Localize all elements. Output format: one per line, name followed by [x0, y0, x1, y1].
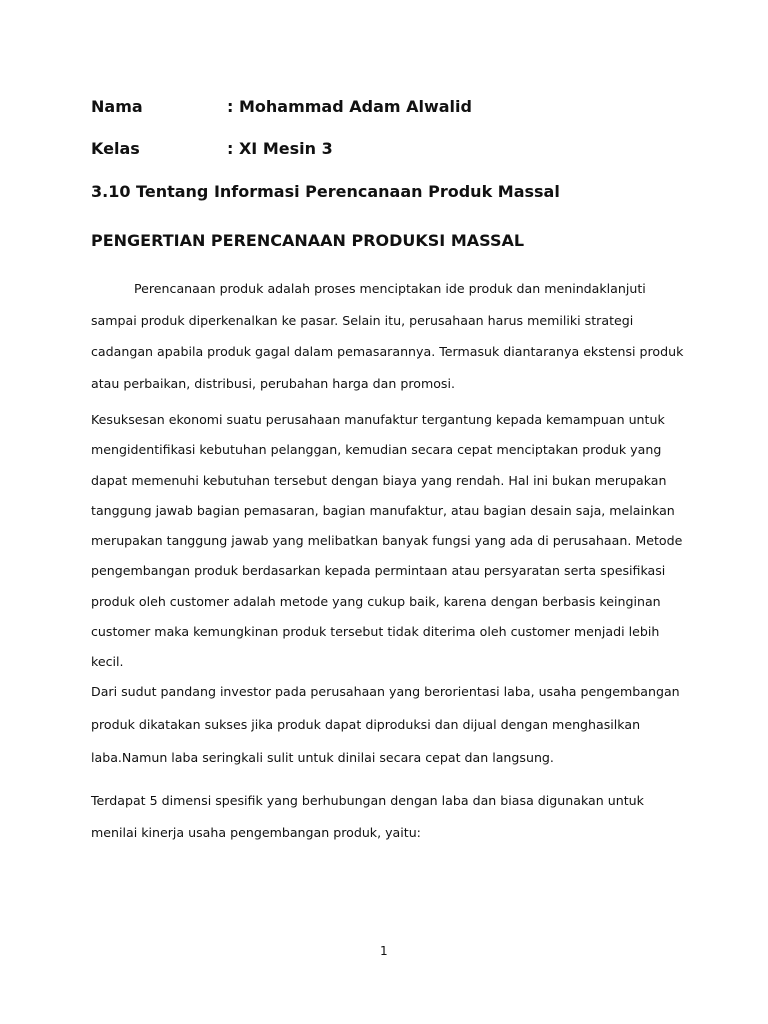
- text-line: sampai produk diperkenalkan ke pasar. Selain itu, perusahaan harus memiliki strategi: [91, 312, 634, 328]
- text-line: customer maka kemungkinan produk tersebut tidak diterima oleh customer menjadi lebih: [91, 624, 660, 640]
- class-value: : XI Mesin 3: [227, 139, 333, 158]
- text-line: dapat memenuhi kebutuhan tersebut dengan biaya yang rendah. Hal ini bukan merupakan: [91, 472, 667, 488]
- paragraph-2: [91, 405, 691, 678]
- text-line: produk oleh customer adalah metode yang cukup baik, karena dengan berbasis keinginan: [91, 593, 661, 609]
- text-line: menilai kinerja usaha pengembangan produk, yaitu:: [91, 825, 421, 840]
- heading: PENGERTIAN PERENCANAAN PRODUKSI MASSAL: [91, 231, 525, 250]
- text-line: kecil.: [91, 654, 124, 670]
- text-line: laba.Namun laba seringkali sulit untuk dinilai secara cepat dan langsung.: [91, 750, 554, 765]
- section-title: 3.10 Tentang Informasi Perencanaan Produk Massal: [91, 182, 560, 201]
- text-line: merupakan tanggung jawab yang melibatkan banyak fungsi yang ada di perusahaan. Metode: [91, 533, 683, 549]
- name-label: Nama: [91, 97, 143, 116]
- name-row: [91, 97, 472, 116]
- text-line: cadangan apabila produk gagal dalam pemasarannya. Termasuk diantaranya ekstensi produk: [91, 344, 684, 359]
- text-line: produk dikatakan sukses jika produk dapat diproduksi dan dijual dengan menghasilkan: [91, 717, 641, 732]
- paragraph-4: [91, 785, 691, 849]
- paragraph-3: [91, 675, 691, 774]
- page-number: 1: [380, 944, 388, 958]
- text-line: Perencanaan produk adalah proses menciptakan ide produk dan menindaklanjuti: [134, 281, 646, 296]
- class-row: [91, 139, 333, 158]
- class-label: Kelas: [91, 139, 140, 158]
- name-value: : Mohammad Adam Alwalid: [227, 97, 472, 116]
- text-line: atau perbaikan, distribusi, perubahan harga dan promosi.: [91, 375, 455, 391]
- text-line: Kesuksesan ekonomi suatu perusahaan manufaktur tergantung kepada kemampuan untuk: [91, 412, 665, 427]
- text-line: Dari sudut pandang investor pada perusahaan yang berorientasi laba, usaha pengembangan: [91, 684, 680, 699]
- paragraph-1: [91, 273, 691, 399]
- text-line: mengidentifikasi kebutuhan pelanggan, kemudian secara cepat menciptakan produk yang: [91, 442, 662, 458]
- text-line: Terdapat 5 dimensi spesifik yang berhubungan dengan laba dan biasa digunakan untuk: [91, 793, 644, 808]
- text-line: pengembangan produk berdasarkan kepada permintaan atau persyaratan serta spesifikasi: [91, 563, 666, 579]
- text-line: tanggung jawab bagian pemasaran, bagian manufaktur, atau bagian desain saja, melainkan: [91, 502, 675, 518]
